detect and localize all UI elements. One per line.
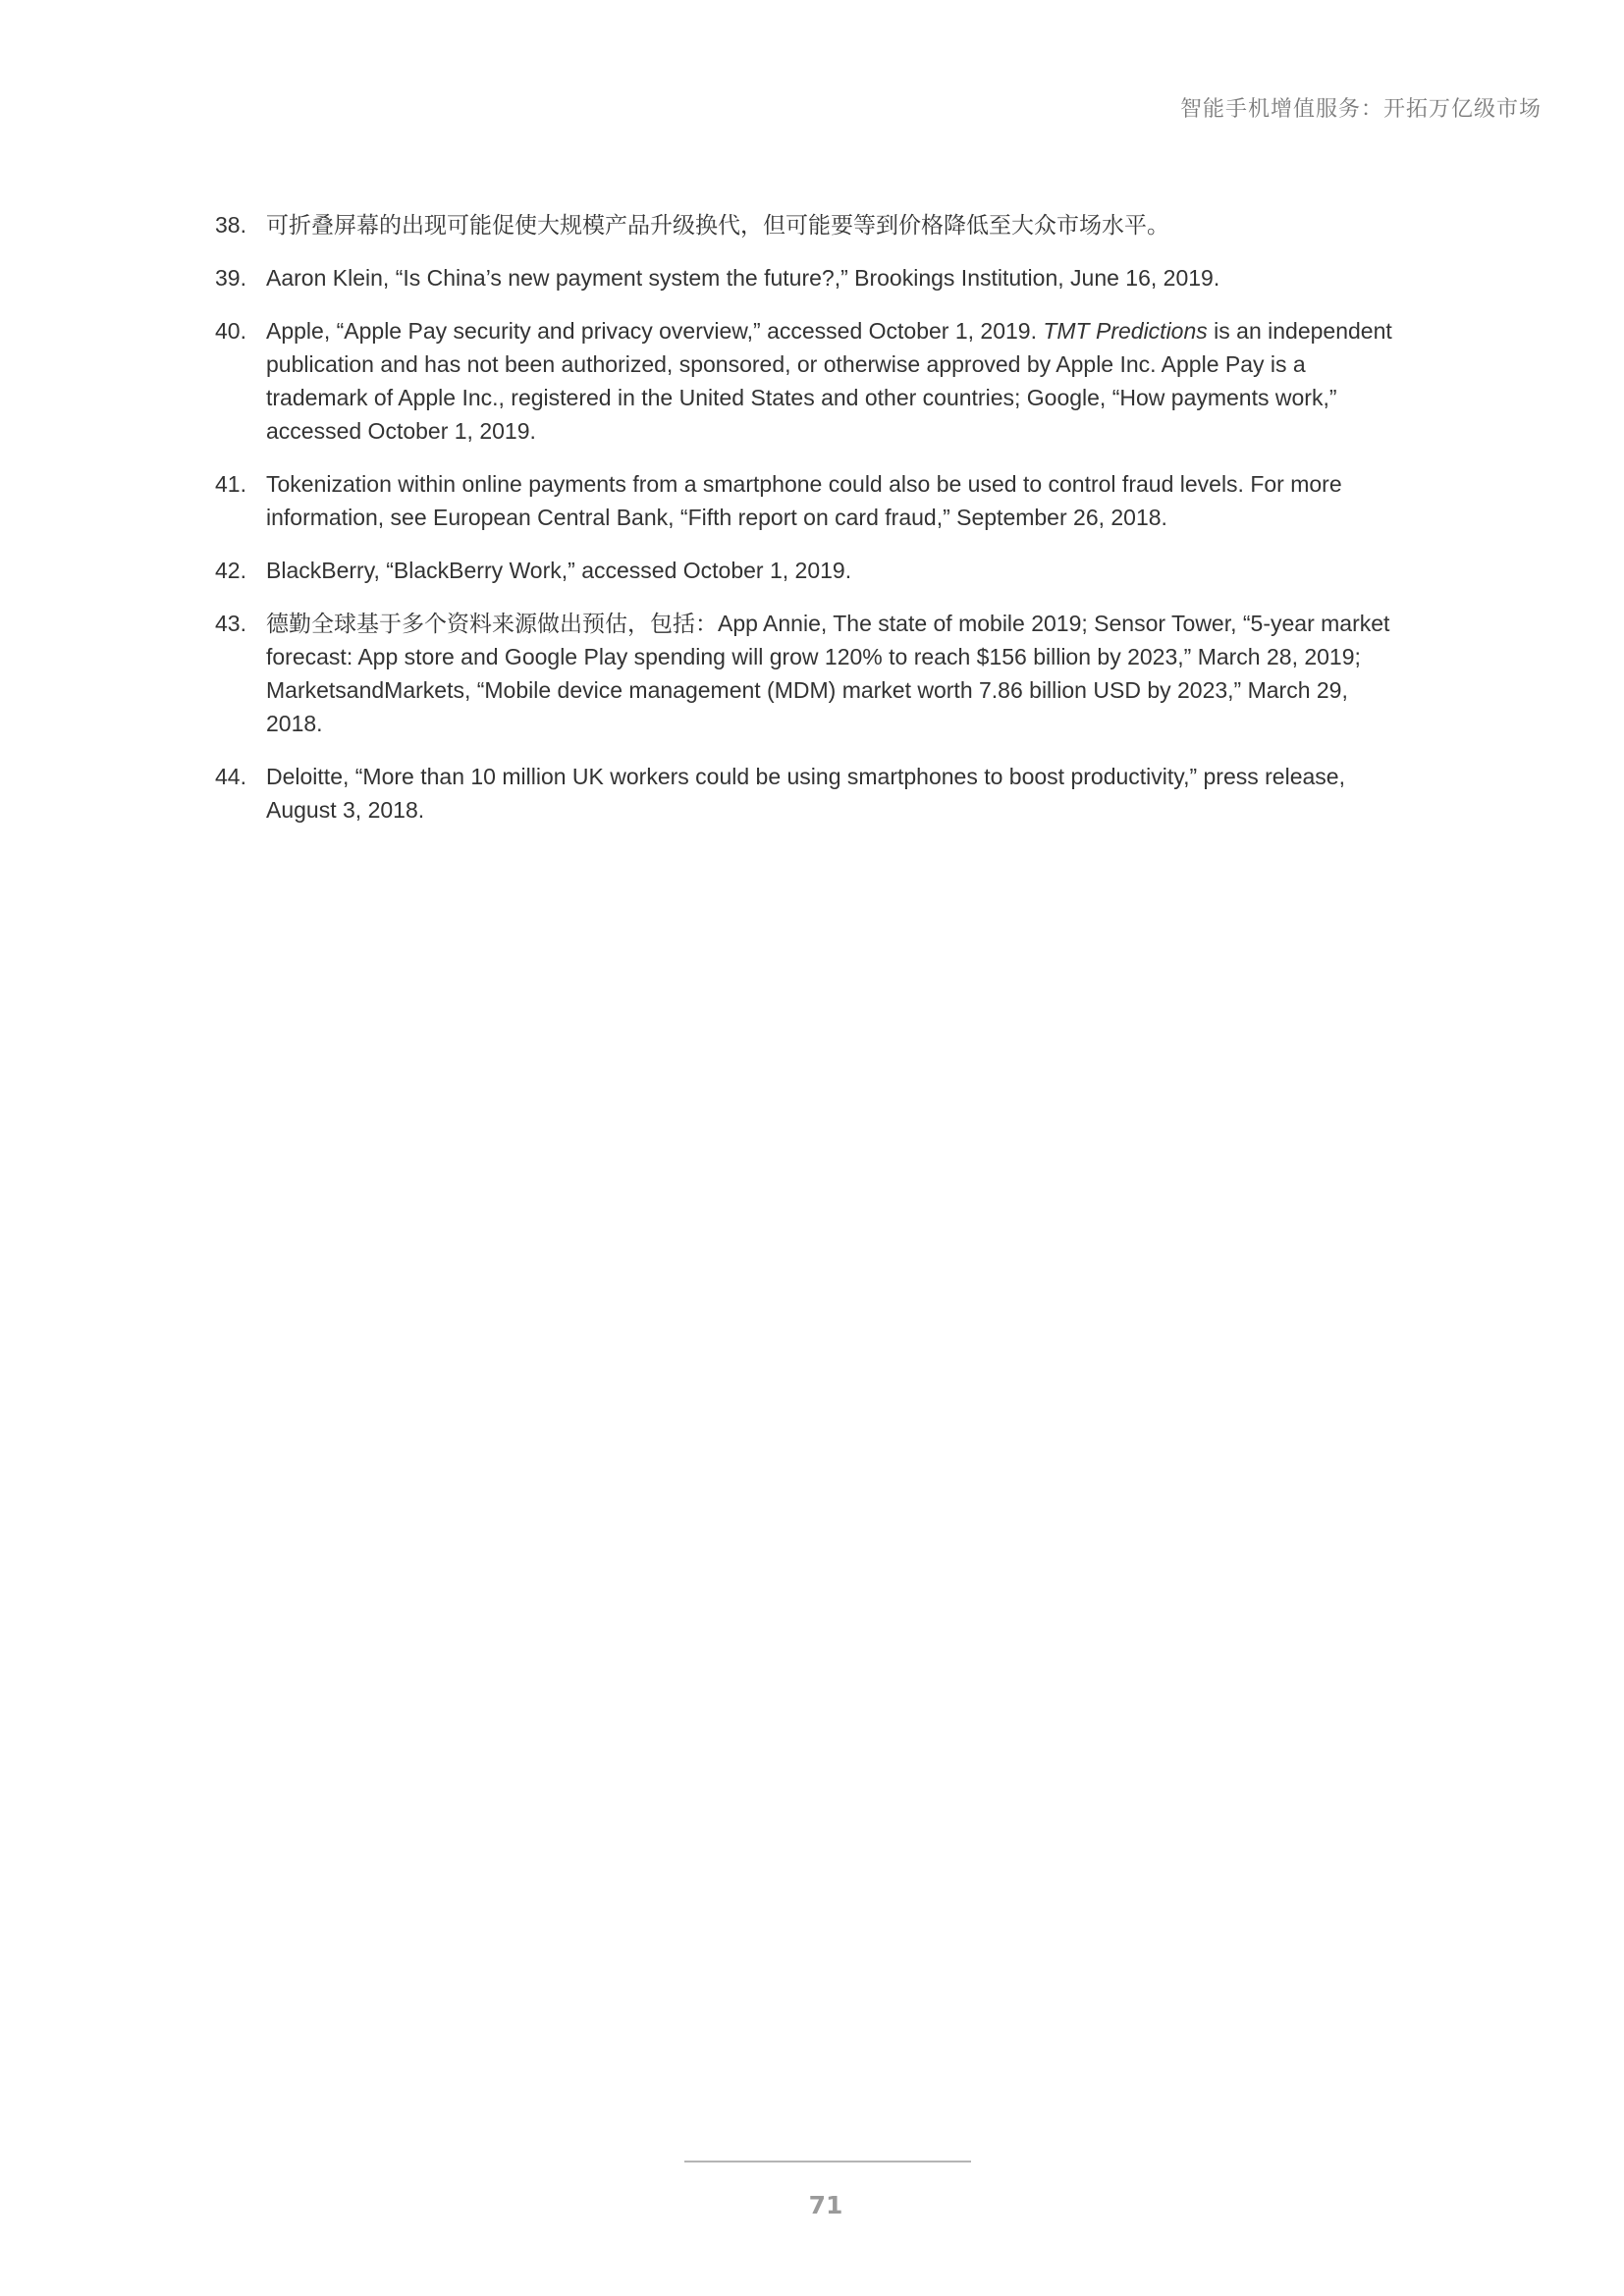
page-number: 71 — [808, 2191, 843, 2219]
publication-title: TMT Predictions — [1043, 318, 1208, 344]
endnote-text: BlackBerry, “BlackBerry Work,” accessed October 1, 2019. — [266, 558, 852, 583]
endnote-text: Aaron Klein, “Is China’s new payment system the future?,” Brookings Institution, June 16, 2019. — [266, 265, 1220, 291]
endnote-text: 德勤全球基于多个资料来源做出预估，包括：App Annie, The state of mobile 2019; Sensor Tower, “5-year market forecast: App store and Google Play spending will grow 120% to reach $156 billion by 2023,” March 28, 2019; MarketsandMarkets, “Mobile device management (MDM) market worth 7.86 billion USD by 2023,” March 29, 2018. — [266, 611, 1390, 736]
endnote-39 — [212, 261, 1400, 294]
endnote-number: 39. — [215, 265, 246, 291]
endnote-41 — [212, 467, 1400, 534]
endnote-44 — [212, 760, 1400, 827]
endnote-40 — [212, 314, 1400, 448]
running-header: 智能手机增值服务：开拓万亿级市场 — [1179, 97, 1542, 122]
footer-divider — [684, 2161, 971, 2163]
endnote-42 — [212, 554, 1400, 587]
endnote-number: 40. — [215, 318, 246, 344]
endnote-number: 43. — [215, 611, 246, 636]
endnote-number: 44. — [215, 764, 246, 789]
endnote-number: 41. — [215, 471, 246, 497]
endnote-text-part: Apple, “Apple Pay security and privacy overview,” accessed October 1, 2019. — [266, 318, 1044, 344]
endnote-number: 38. — [215, 212, 246, 238]
endnote-43 — [212, 607, 1400, 740]
endnote-number: 42. — [215, 558, 246, 583]
endnote-text-part: is an independent publication and has not been authorized, sponsored, or otherwise approved by Apple Inc. Apple Pay is a trademark of Apple Inc., registered in the United States and other countries; Google, “How payments work,” accessed October 1, 2019. — [266, 318, 1392, 444]
endnote-text: Tokenization within online payments from a smartphone could also be used to control fraud levels. For more information, see European Central Bank, “Fifth report on card fraud,” September 26, 2018. — [266, 471, 1342, 530]
endnote-text: 可折叠屏幕的出现可能促使大规模产品升级换代，但可能要等到价格降低至大众市场水平。 — [266, 212, 1169, 238]
endnote-text: Deloitte, “More than 10 million UK workers could be using smartphones to boost productivity,” press release, August 3, 2018. — [266, 764, 1345, 823]
endnote-38 — [212, 208, 1400, 241]
endnote-text — [266, 318, 1392, 444]
endnotes-list — [212, 208, 1400, 846]
